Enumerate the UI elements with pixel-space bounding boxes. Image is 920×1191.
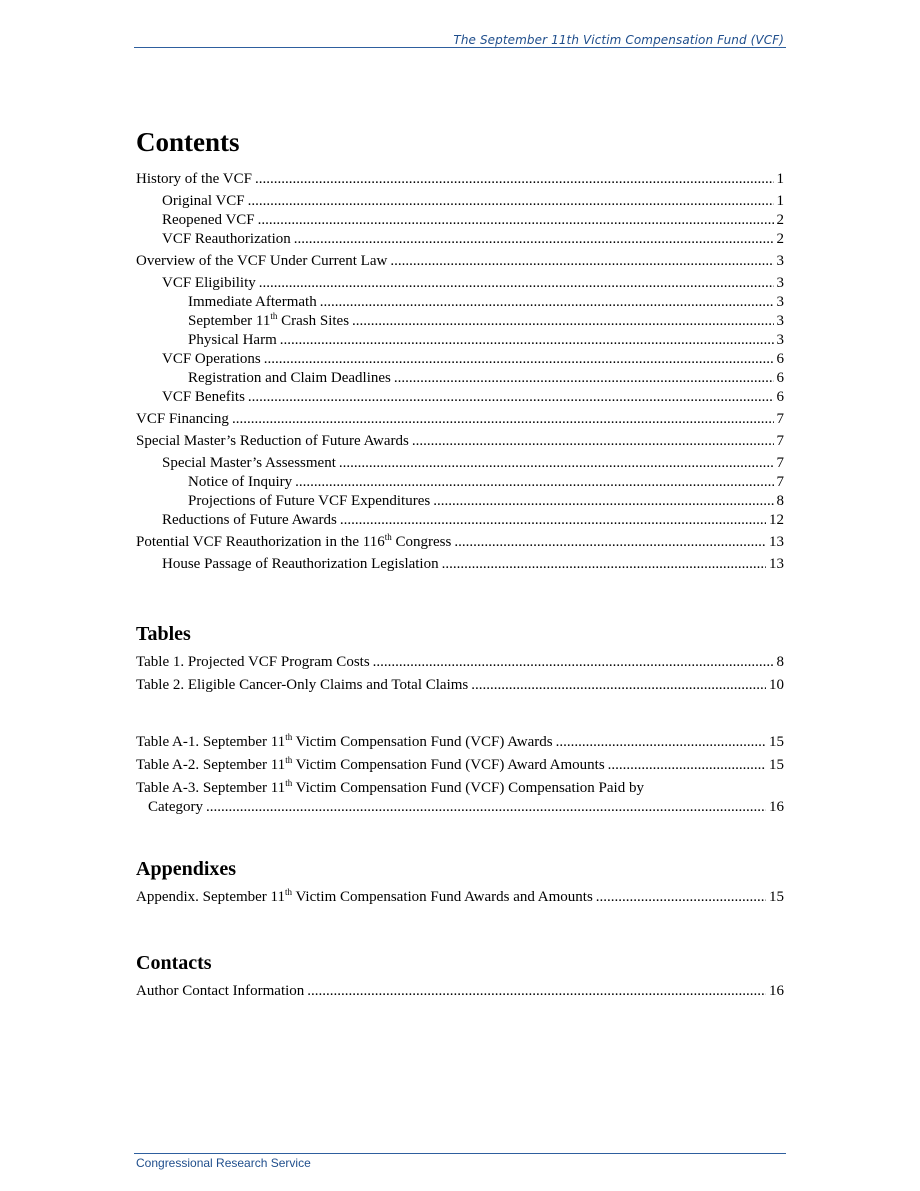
toc-entry-page: 7 — [776, 411, 784, 427]
tables-list — [136, 653, 784, 817]
toc-entry[interactable] — [136, 252, 784, 271]
toc-entry-page: 2 — [776, 231, 784, 247]
toc-entry[interactable] — [136, 350, 784, 369]
toc-entry-page: 1 — [776, 193, 784, 209]
toc-entry[interactable] — [136, 410, 784, 429]
toc-entry-page: 7 — [776, 474, 784, 490]
toc-entry-label: Physical Harm — [188, 332, 277, 348]
toc-entry-label: Table A-2. September 11th Victim Compensation Fund (VCF) Award Amounts — [136, 755, 605, 773]
toc-entry[interactable] — [136, 653, 784, 672]
toc-entry[interactable] — [136, 473, 784, 492]
toc-entry-page: 16 — [769, 983, 784, 999]
toc-entry-page: 3 — [776, 294, 784, 310]
toc-entry-label: House Passage of Reauthorization Legislation — [162, 556, 439, 572]
toc-entry[interactable] — [136, 274, 784, 293]
toc-entry[interactable] — [136, 888, 784, 907]
appendixes-list — [136, 888, 784, 907]
toc-entry-label: Notice of Inquiry — [188, 474, 293, 490]
toc-entry-label: Table 1. Projected VCF Program Costs — [136, 654, 370, 670]
toc-entry-label: Reductions of Future Awards — [162, 512, 337, 528]
toc-entry[interactable] — [136, 454, 784, 473]
toc-entry[interactable] — [136, 388, 784, 407]
toc-entry-label-continued: Category — [148, 799, 203, 815]
toc-entry-page: 6 — [776, 389, 784, 405]
toc-entry-label: History of the VCF — [136, 171, 252, 187]
appendixes-section — [136, 856, 784, 907]
toc-entry-page: 3 — [776, 275, 784, 291]
toc-entry-label: September 11th Crash Sites — [188, 311, 350, 329]
toc-entry-page: 2 — [776, 212, 784, 228]
toc-entry[interactable] — [136, 312, 784, 331]
toc-entry-page: 12 — [769, 512, 784, 528]
running-header — [134, 30, 786, 48]
toc-entry-label: Special Master’s Assessment — [162, 455, 336, 471]
toc-entry[interactable] — [136, 293, 784, 312]
toc-entry-label: VCF Eligibility — [162, 275, 256, 291]
toc-entry-page: 15 — [769, 757, 784, 773]
toc-entry-page: 13 — [769, 534, 784, 550]
toc-entry-page: 10 — [769, 677, 784, 693]
toc-entry[interactable] — [136, 533, 784, 552]
toc-entry-page: 8 — [776, 654, 784, 670]
toc-entry-label: Immediate Aftermath — [188, 294, 317, 310]
toc-entry[interactable] — [136, 779, 784, 817]
toc-entry-label: VCF Reauthorization — [162, 231, 291, 247]
toc-entry[interactable] — [136, 331, 784, 350]
toc-entry-page: 13 — [769, 556, 784, 572]
toc-entry-label: Special Master’s Reduction of Future Awards — [136, 433, 409, 449]
table-of-contents — [136, 124, 784, 999]
toc-entry-label: Projections of Future VCF Expenditures — [188, 493, 431, 509]
contents-section — [136, 124, 784, 574]
toc-entry-label: Table 2. Eligible Cancer-Only Claims and Total Claims — [136, 677, 469, 693]
toc-entry-label: Author Contact Information — [136, 983, 305, 999]
contacts-heading: Contacts — [136, 952, 212, 974]
toc-entry-label: VCF Benefits — [162, 389, 245, 405]
toc-entry[interactable] — [136, 192, 784, 211]
contents-list — [136, 170, 784, 574]
toc-entry-label: Potential VCF Reauthorization in the 116th Congress — [136, 532, 452, 550]
toc-entry[interactable] — [136, 676, 784, 695]
toc-entry[interactable] — [136, 492, 784, 511]
toc-entry-label: VCF Operations — [162, 351, 261, 367]
toc-entry[interactable] — [136, 982, 784, 1001]
toc-entry[interactable] — [136, 756, 784, 775]
tables-heading: Tables — [136, 623, 191, 645]
toc-entry-label: Appendix. September 11th Victim Compensation Fund Awards and Amounts — [136, 887, 593, 905]
toc-entry[interactable] — [136, 555, 784, 574]
toc-entry[interactable] — [136, 369, 784, 388]
toc-entry-page: 8 — [776, 493, 784, 509]
toc-entry-label: Reopened VCF — [162, 212, 255, 228]
toc-entry-label: Table A-1. September 11th Victim Compensation Fund (VCF) Awards — [136, 732, 553, 750]
toc-entry-page: 6 — [776, 351, 784, 367]
toc-entry-page: 7 — [776, 455, 784, 471]
toc-entry-page: 7 — [776, 433, 784, 449]
toc-entry[interactable] — [136, 170, 784, 189]
toc-entry-page: 3 — [776, 332, 784, 348]
contacts-list — [136, 982, 784, 1001]
contacts-section — [136, 950, 784, 1001]
toc-entry-label: VCF Financing — [136, 411, 229, 427]
toc-entry-label: Table A-3. September 11th Victim Compensation Fund (VCF) Compensation Paid by — [136, 778, 644, 796]
toc-entry[interactable] — [136, 211, 784, 230]
appendixes-heading: Appendixes — [136, 858, 237, 880]
toc-entry-page: 16 — [769, 799, 784, 815]
page-footer — [134, 1153, 786, 1170]
toc-entry[interactable] — [136, 511, 784, 530]
toc-entry-label: Registration and Claim Deadlines — [188, 370, 391, 386]
toc-entry-label: Original VCF — [162, 193, 245, 209]
toc-entry[interactable] — [136, 230, 784, 249]
toc-entry-page: 6 — [776, 370, 784, 386]
toc-entry-page: 3 — [776, 253, 784, 269]
toc-entry-page: 15 — [769, 889, 784, 905]
running-header-title: The September 11th Victim Compensation Fund (VCF) — [453, 33, 784, 47]
toc-entry-page: 1 — [776, 171, 784, 187]
footer-org: Congressional Research Service — [136, 1156, 311, 1170]
toc-entry[interactable] — [136, 432, 784, 451]
toc-entry[interactable] — [136, 733, 784, 752]
toc-entry-page: 15 — [769, 734, 784, 750]
toc-entry-label: Overview of the VCF Under Current Law — [136, 253, 388, 269]
tables-section — [136, 621, 784, 817]
contents-heading: Contents — [136, 127, 240, 157]
toc-entry-page: 3 — [776, 313, 784, 329]
